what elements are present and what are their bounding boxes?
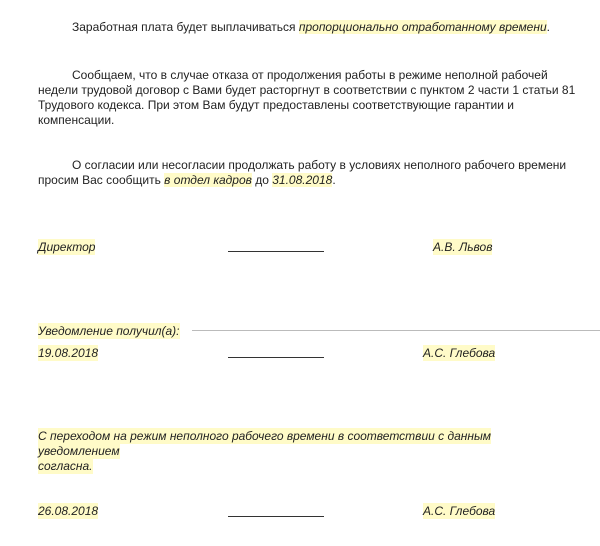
consent-request-mid: до	[251, 173, 273, 187]
consent-name: А.С. Глебова	[423, 504, 496, 518]
notice-received-label: Уведомление получил(а):	[38, 324, 180, 338]
termination-line-4: компенсации.	[38, 113, 115, 127]
notice-name: А.С. Глебова	[423, 346, 496, 360]
termination-line-2: недели трудовой договор с Вами будет расторгнут в соответствии с пунктом 2 части 1 статьи 81	[38, 83, 576, 97]
consent-line-1: С переходом на режим неполного рабочего времени в соответствии с данным	[38, 429, 492, 443]
consent-request-end: .	[332, 173, 336, 187]
salary-paragraph	[72, 19, 550, 35]
notice-date: 19.08.2018	[38, 346, 99, 360]
notice-signature-line	[228, 357, 324, 358]
consent-request-line-2	[38, 172, 336, 188]
consent-line-3: согласна.	[38, 459, 93, 473]
director-name: А.В. Львов	[433, 240, 493, 254]
salary-end: .	[546, 20, 550, 34]
consent-signature-line	[228, 516, 324, 517]
salary-highlight: пропорционально отработанному времени	[298, 20, 547, 34]
director-signature-line	[228, 251, 324, 252]
hr-department-highlight: в отдел кадров	[164, 173, 252, 187]
salary-text: Заработная плата будет выплачиваться	[72, 20, 299, 34]
consent-line-2: уведомлением	[38, 444, 120, 458]
termination-line-1: Сообщаем, что в случае отказа от продолжения работы в режиме неполной рабочей	[72, 68, 548, 82]
notice-divider	[192, 330, 600, 331]
consent-request-line-1: О согласии или несогласии продолжать работу в условиях неполного рабочего времени	[72, 158, 567, 172]
deadline-date-highlight: 31.08.2018	[272, 173, 333, 187]
termination-line-3: Трудового кодекса. При этом Вам будут предоставлены соответствующие гарантии и	[38, 98, 514, 112]
director-title: Директор	[38, 240, 96, 254]
consent-date: 26.08.2018	[38, 504, 99, 518]
consent-request-pre: просим Вас сообщить	[38, 173, 165, 187]
